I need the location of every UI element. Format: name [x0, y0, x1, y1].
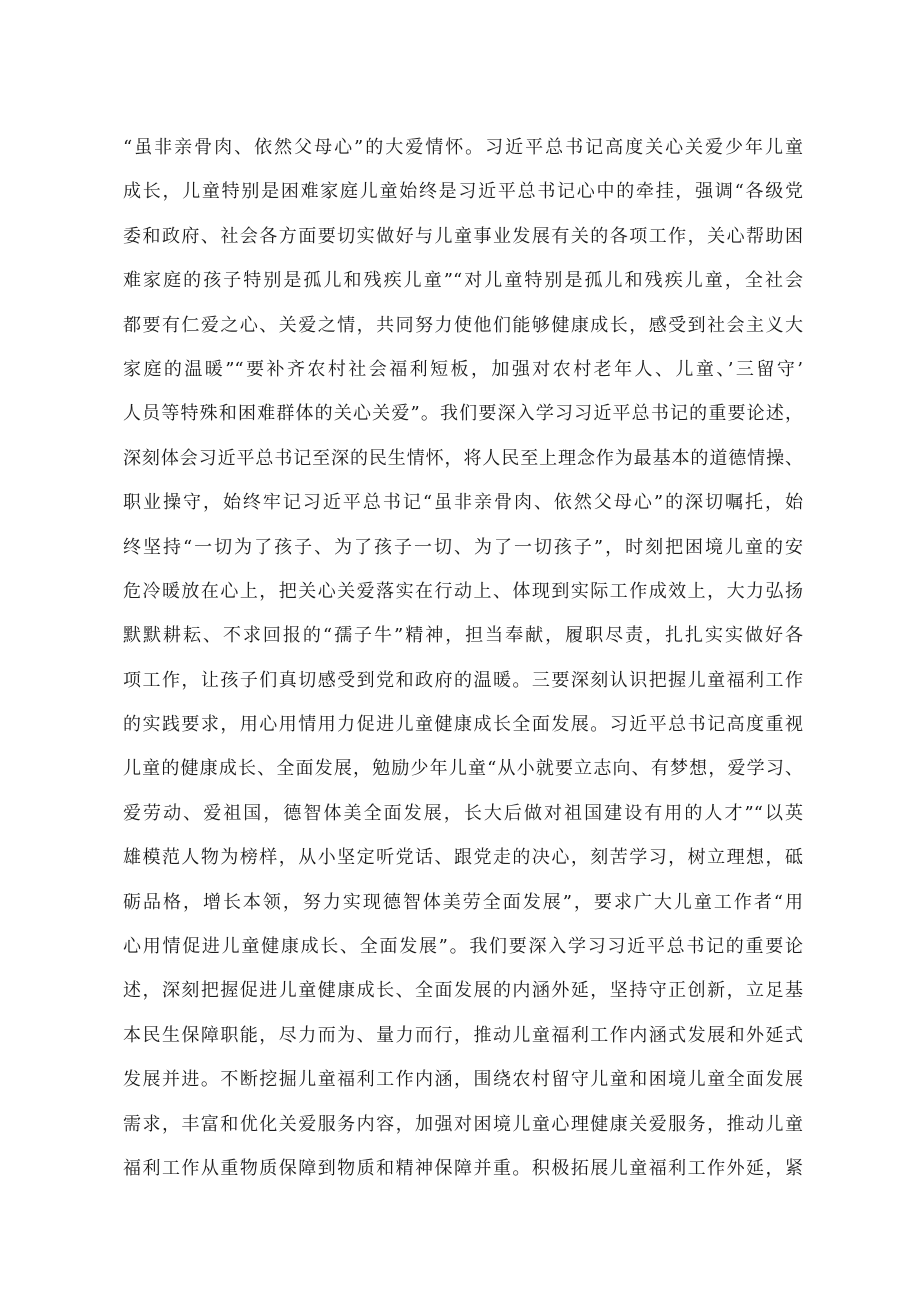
text-line: 委和政府、社会各方面要切实做好与儿童事业发展有关的各项工作，关心帮助困: [123, 225, 803, 247]
text-line: 发展并进。不断挖掘儿童福利工作内涵，围绕农村留守儿童和困境儿童全面发展: [123, 1069, 803, 1091]
text-line: 成长，儿童特别是困难家庭儿童始终是习近平总书记心中的牵挂，强调“各级党: [123, 181, 803, 203]
text-line: 家庭的温暖”“要补齐农村社会福利短板，加强对农村老年人、儿童、’三留守’: [123, 358, 803, 380]
text-line: 职业操守，始终牢记习近平总书记“虽非亲骨肉、依然父母心”的深切嘱托，始: [123, 492, 803, 514]
text-line: 爱劳动、爱祖国，德智体美全面发展，长大后做对祖国建设有用的人才”“以英: [123, 802, 803, 824]
text-line: 心用情促进儿童健康成长、全面发展”。我们要深入学习习近平总书记的重要论: [123, 936, 803, 958]
text-line: 都要有仁爱之心、关爱之情，共同努力使他们能够健康成长，感受到社会主义大: [123, 314, 803, 336]
text-line: 项工作，让孩子们真切感受到党和政府的温暖。三要深刻认识把握儿童福利工作: [123, 669, 803, 691]
text-line: 福利工作从重物质保障到物质和精神保障并重。积极拓展儿童福利工作外延，紧: [123, 1157, 803, 1179]
text-line: 砺品格，增长本领，努力实现德智体美劳全面发展”，要求广大儿童工作者“用: [123, 891, 803, 913]
text-line: 难家庭的孩子特别是孤儿和残疾儿童”“对儿童特别是孤儿和残疾儿童，全社会: [123, 270, 803, 292]
text-line: 终坚持“一切为了孩子、为了孩子一切、为了一切孩子”，时刻把困境儿童的安: [123, 536, 803, 558]
text-line: 的实践要求，用心用情用力促进儿童健康成长全面发展。习近平总书记高度重视: [123, 714, 803, 736]
text-line: 深刻体会习近平总书记至深的民生情怀，将人民至上理念作为最基本的道德情操、: [123, 447, 803, 469]
text-line: 儿童的健康成长、全面发展，勉励少年儿童“从小就要立志向、有梦想，爱学习、: [123, 758, 803, 780]
text-line: 默默耕耘、不求回报的“孺子牛”精神，担当奉献，履职尽责，扎扎实实做好各: [123, 625, 803, 647]
text-line: 人员等特殊和困难群体的关心关爱”。我们要深入学习习近平总书记的重要论述，: [123, 403, 803, 425]
document-body: [123, 126, 803, 1191]
text-line: 雄模范人物为榜样，从小坚定听党话、跟党走的决心，刻苦学习，树立理想，砥: [123, 847, 803, 869]
text-line: 本民生保障职能，尽力而为、量力而行，推动儿童福利工作内涵式发展和外延式: [123, 1024, 803, 1046]
text-line: “虽非亲骨肉、依然父母心”的大爱情怀。习近平总书记高度关心关爱少年儿童: [123, 137, 803, 158]
text-line: 危冷暖放在心上，把关心关爱落实在行动上、体现到实际工作成效上，大力弘扬: [123, 580, 803, 602]
text-line: 需求，丰富和优化关爱服务内容，加强对困境儿童心理健康关爱服务，推动儿童: [123, 1113, 803, 1135]
text-line: 述，深刻把握促进儿童健康成长、全面发展的内涵外延，坚持守正创新，立足基: [123, 980, 803, 1002]
